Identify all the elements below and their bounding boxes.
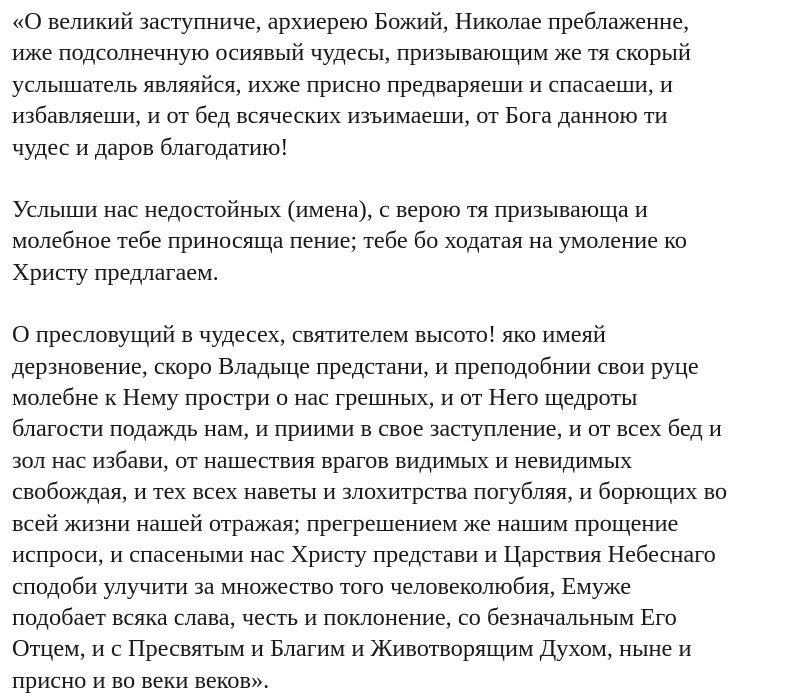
text-line: всей жизни нашей отражая; прегрешением же нашим прощение <box>12 509 679 537</box>
text-line: зол нас избави, от нашествия врагов видимых и невидимых <box>12 446 633 474</box>
text-line: Отцем, и с Пресвятым и Благим и Животворящим Духом, ныне и <box>12 635 692 663</box>
text-line: дерзновение, скоро Владыце предстани, и преподобнии свои руце <box>12 352 699 380</box>
paragraph-2 <box>12 194 794 288</box>
text-line: молебное тебе приносяща пение; тебе бо ходатая на умоление ко <box>12 227 687 255</box>
text-line: О пресловущий в чудесех, святителем высото! яко имеяй <box>12 321 606 349</box>
text-line: избавляеши, и от бед всяческих изъимаеши, от Бога данною ти <box>12 102 668 130</box>
text-line: испроси, и спасеными нас Христу представи и Царствия Небеснаго <box>12 541 716 569</box>
text-line: молебне к Нему простри о нас грешных, и от Него щедроты <box>12 384 638 412</box>
text-line: сподоби улучити за множество того человеколюбия, Емуже <box>12 572 632 600</box>
text-line: Услыши нас недостойных (имена), с верою тя призывающа и <box>12 196 648 224</box>
paragraph-3 <box>12 319 794 696</box>
paragraph-1 <box>12 6 794 163</box>
text-line: присно и во веки веков». <box>12 666 270 694</box>
text-line: свобождая, и тех всех наветы и злохитрства погубляя, и борющих во <box>12 478 728 506</box>
text-line: подобает всяка слава, честь и поклонение, со безначальным Его <box>12 603 677 631</box>
text-line: «О великий заступниче, архиерею Божий, Николае преблаженне, <box>12 8 690 35</box>
text-line: услышатель являяйся, ихже присно предваряеши и спасаеши, и <box>12 70 673 98</box>
text-line: иже подсолнечную осиявый чудесы, призывающим же тя скорый <box>12 39 691 67</box>
text-line: чудес и даров благодатию! <box>12 133 289 161</box>
text-line: благости подаждь нам, и приими в свое заступление, и от всех бед и <box>12 415 722 443</box>
text-line: Христу предлагаем. <box>12 258 219 286</box>
